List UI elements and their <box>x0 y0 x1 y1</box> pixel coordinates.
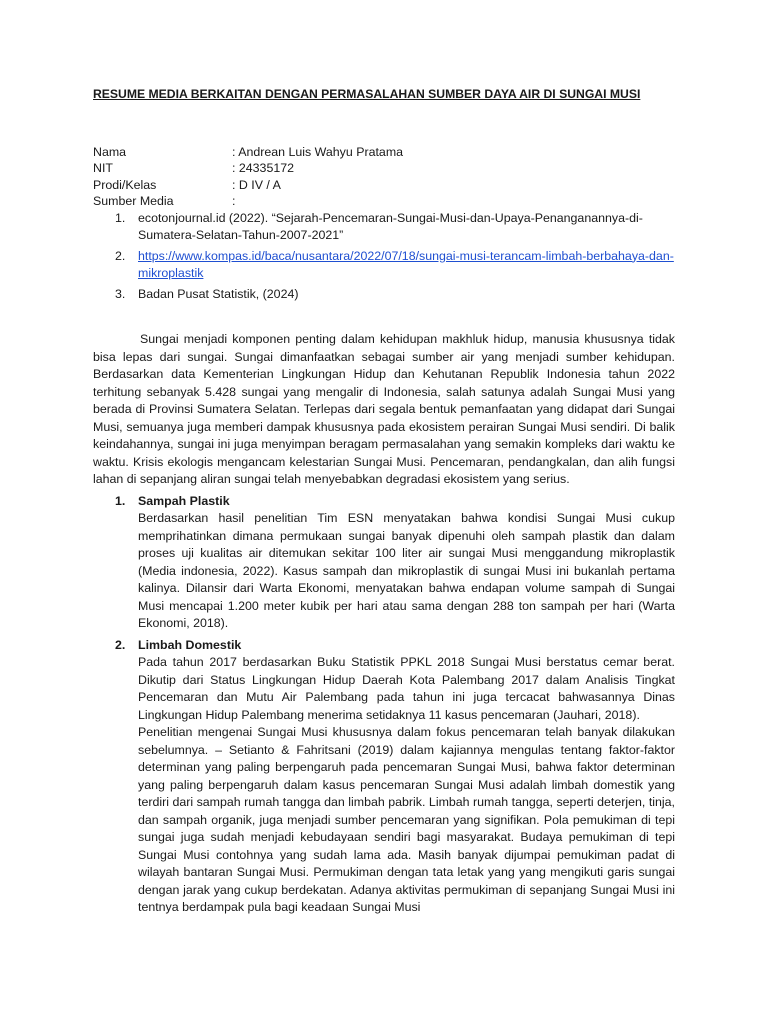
meta-label: NIT <box>93 161 113 175</box>
document-title: RESUME MEDIA BERKAITAN DENGAN PERMASALAHAN SUMBER DAYA AIR DI SUNGAI MUSI <box>93 87 641 101</box>
section-paragraph: Penelitian mengenai Sungai Musi khususnya dalam fokus pencemaran telah banyak dilakukan sebelumnya. – Setianto & Fahritsani (2019) dalam kajiannya mengulas tentang faktor-faktor determinan yang paling berpengaruh pada pencemaran Sungai Musi, bahwa faktor determinan yang paling berpengaruh dalam kasus pencemaran Sungai Musi adalah limbah domestik yang terdiri dari sampah rumah tangga dan limbah pabrik. Limbah rumah tangga, seperti deterjen, tinja, dan sampah organik, juga menjadi sumber pencemaran yang signifikan. Pola pemukiman di tepi sungai juga sudah menjadi kebudayaan sendiri bagi masyarakat. Budaya pemukiman di tepi Sungai Musi contohnya yang sudah lama ada. Masih banyak dijumpai pemukiman padat di wilayah bantaran Sungai Musi. Permukiman dengan tata letak yang yang mengikuti garis sungai dengan jarak yang cukup berdekatan. Adanya aktivitas permukiman di sepanjang Sungai Musi ini tentnya berdampak pula bagi keadaan Sungai Musi <box>138 725 675 914</box>
source-number: 1. <box>115 210 126 225</box>
section-body <box>138 493 675 633</box>
source-number: 3. <box>115 286 126 301</box>
source-item <box>93 210 675 245</box>
meta-label: Prodi/Kelas <box>93 177 157 192</box>
section-number: 2. <box>115 637 126 652</box>
meta-value: : <box>232 194 236 208</box>
section-title: Limbah Domestik <box>138 637 242 652</box>
section-paragraph: Pada tahun 2017 berdasarkan Buku Statistik PPKL 2018 Sungai Musi berstatus cemar berat. Dikutip dari Status Lingkungan Hidup Daerah Kota Palembang 2017 dalam Analisis Tingkat Pencemaran dan Mutu Air Palembang pada tahun ini juga tercacat bahwasannya Dinas Lingkungan Hidup Palembang menerima setidaknya 11 kasus pencemaran (Jauhari, 2018). <box>138 655 675 722</box>
source-item <box>93 286 675 304</box>
meta-row-nit <box>93 160 675 177</box>
source-number: 2. <box>115 248 126 263</box>
section-body <box>138 637 675 917</box>
meta-row-nama <box>93 144 675 161</box>
section-number: 1. <box>115 493 126 508</box>
meta-row-sumber-media <box>93 193 675 210</box>
source-text: ecotonjournal.id (2022). “Sejarah-Pencemaran-Sungai-Musi-dan-Upaya-Penanganannya-di-Sumatera-Selatan-Tahun-2007-2021” <box>138 210 643 242</box>
source-link[interactable]: https://www.kompas.id/baca/nusantara/2022/07/18/sungai-musi-terancam-limbah-berbahaya-dan-mikroplastik <box>138 248 674 280</box>
source-list <box>93 210 675 304</box>
section-title: Sampah Plastik <box>138 493 230 508</box>
meta-value: : D IV / A <box>232 177 281 192</box>
meta-value: : Andrean Luis Wahyu Pratama <box>232 144 404 159</box>
meta-row-prodi-kelas <box>93 177 675 194</box>
meta-value: : 24335172 <box>232 161 295 175</box>
source-text: Badan Pusat Statistik, (2024) <box>138 286 299 301</box>
section-limbah-domestik <box>93 637 675 917</box>
meta-block <box>93 144 675 210</box>
section-sampah-plastik <box>93 493 675 633</box>
intro-paragraph: Sungai menjadi komponen penting dalam kehidupan makhluk hidup, manusia khususnya tidak bisa lepas dari sungai. Sungai dimanfaatkan sebagai sumber air yang menjadi sumber kehidupan. Berdasarkan data Kementerian Lingkungan Hidup dan Kehutanan Republik Indonesia tahun 2022 terhitung sebanyak 5.428 sungai yang mengalir di Indonesia, salah satunya adalah Sungai Musi yang berada di Provinsi Sumatera Selatan. Terlepas dari segala bentuk pemanfaatan yang didapat dari Sungai Musi, semuanya juga memberi dampak khususnya pada ekosistem perairan Sungai Musi sendiri. Di balik keindahannya, sungai ini juga menyimpan beragam permasalahan yang semakin kompleks dari waktu ke waktu. Krisis ekologis mengancam kelestarian Sungai Musi. Pencemaran, pendangkalan, dan alih fungsi lahan di sepanjang aliran sungai telah menyebabkan degradasi ekosistem yang serius. <box>93 332 675 486</box>
source-item <box>93 248 675 283</box>
meta-label: Nama <box>93 144 127 159</box>
meta-label: Sumber Media <box>93 194 174 208</box>
section-paragraph: Berdasarkan hasil penelitian Tim ESN menyatakan bahwa kondisi Sungai Musi cukup memprihatinkan dimana permukaan sungai banyak dipenuhi oleh sampah plastik dan dalam proses uji kualitas air ditemukan sekitar 100 liter air sungai Musi menggandung mikroplastik (Media indonesia, 2022). Kasus sampah dan mikroplastik di sungai Musi ini bukanlah pertama kalinya. Dilansir dari Warta Ekonomi, menyatakan bahwa endapan volume sampah di Sungai Musi mencapai 1.200 meter kubik per hari atau sama dengan 288 ton sampah per hari (Warta Ekonomi, 2018). <box>138 511 675 630</box>
document-page <box>93 86 675 917</box>
